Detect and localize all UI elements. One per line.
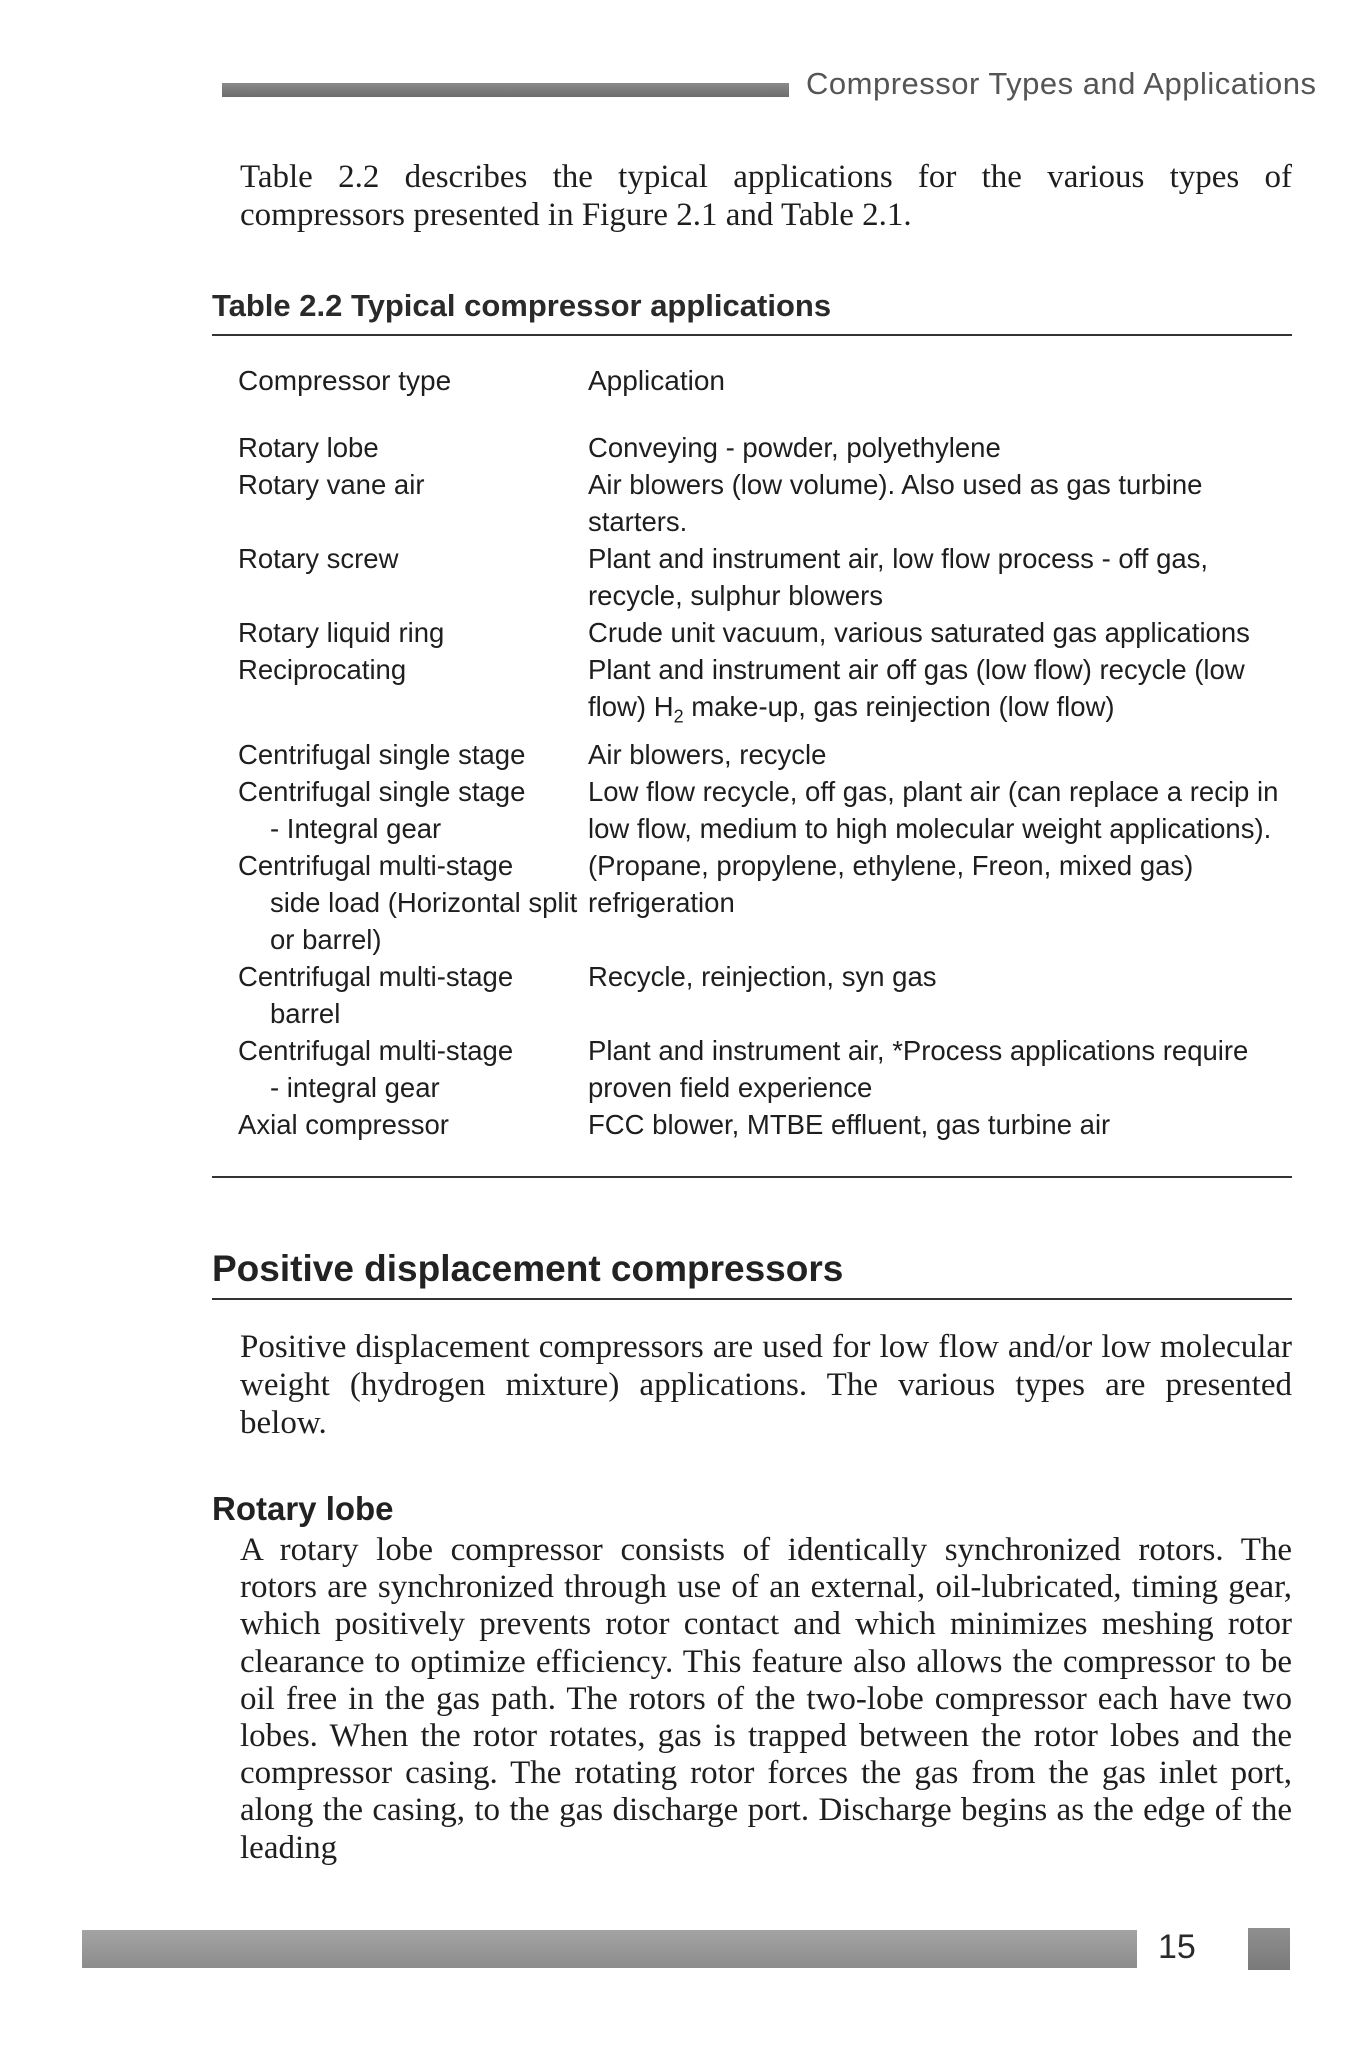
running-header-title: Compressor Types and Applications bbox=[806, 66, 1317, 101]
cell-type: Rotary screw bbox=[238, 543, 399, 574]
table-row bbox=[238, 1032, 1292, 1106]
cell-application: Air blowers (low volume). Also used as gas turbine starters. bbox=[588, 469, 1203, 537]
cell-type: Centrifugal single stage - Integral gear bbox=[238, 775, 526, 844]
cell-type: Rotary lobe bbox=[238, 432, 379, 463]
table-row bbox=[238, 958, 1292, 1032]
header-bar bbox=[222, 83, 789, 97]
cell-application: Air blowers, recycle bbox=[588, 738, 827, 770]
table-header-row bbox=[238, 362, 1292, 429]
cell-application: (Propane, propylene, ethylene, Freon, mixed gas) refrigeration bbox=[588, 849, 1194, 918]
section-paragraph: Positive displacement compressors are used for low flow and/or low molecular weight (hydrogen mixture) applications. The various types are presented below. bbox=[240, 1329, 1292, 1441]
table-row bbox=[238, 429, 1292, 466]
table-row bbox=[238, 847, 1292, 958]
column-header-application: Application bbox=[588, 365, 725, 396]
cell-application: Plant and instrument air, low flow process - off gas, recycle, sulphur blowers bbox=[588, 543, 1209, 611]
table-caption: Table 2.2 Typical compressor applications bbox=[212, 288, 832, 323]
cell-application: Crude unit vacuum, various saturated gas applications bbox=[588, 617, 1250, 648]
footer-square bbox=[1248, 1928, 1290, 1970]
cell-type: Centrifugal multi-stage barrel bbox=[238, 960, 514, 1029]
intro-paragraph: Table 2.2 describes the typical applications for the various types of compressors presented in Figure 2.1 and Table 2.1. bbox=[240, 159, 1292, 233]
cell-application: Low flow recycle, off gas, plant air (can replace a recip in low flow, medium to high molecular weight applications). bbox=[588, 775, 1279, 844]
table-row bbox=[238, 1106, 1292, 1143]
cell-type: Axial compressor bbox=[238, 1108, 449, 1140]
column-header-type: Compressor type bbox=[238, 365, 452, 396]
table-row bbox=[238, 736, 1292, 773]
table-row bbox=[238, 651, 1292, 736]
table-row bbox=[238, 466, 1292, 540]
table-row bbox=[238, 614, 1292, 651]
cell-application: FCC blower, MTBE effluent, gas turbine air bbox=[588, 1108, 1111, 1140]
cell-application: Recycle, reinjection, syn gas bbox=[588, 960, 937, 992]
table-bottom-rule bbox=[212, 1176, 1292, 1178]
table-row bbox=[238, 773, 1292, 847]
cell-type: Centrifugal single stage bbox=[238, 738, 526, 770]
footer-bar bbox=[82, 1930, 1137, 1968]
compressor-applications-table bbox=[238, 362, 1292, 1143]
page-number: 15 bbox=[1158, 1928, 1196, 1966]
cell-type: Centrifugal multi-stage - integral gear bbox=[238, 1034, 514, 1103]
cell-application: Conveying - powder, polyethylene bbox=[588, 432, 1001, 463]
section-heading: Positive displacement compressors bbox=[212, 1248, 844, 1289]
cell-type: Centrifugal multi-stage side load (Horizontal split or barrel) bbox=[238, 849, 578, 955]
cell-application: Plant and instrument air, *Process applications require proven field experience bbox=[588, 1034, 1249, 1103]
table-top-rule bbox=[212, 334, 1292, 336]
cell-application: Plant and instrument air off gas (low flow) recycle (low flow) $H_2$ make-up, gas reinjection (low flow) bbox=[588, 654, 1245, 727]
cell-type: Rotary liquid ring bbox=[238, 617, 445, 648]
subsection-paragraph: A rotary lobe compressor consists of identically synchronized rotors. The rotors are synchronized through use of an external, oil-lubricated, timing gear, which positively prevents rotor contact and which minimizes meshing rotor clearance to optimize efficiency. This feature also allows the compressor to be oil free in the gas path. The rotors of the two-lobe compressor each have two lobes. When the rotor rotates, gas is trapped between the rotor lobes and the compressor casing. The rotating rotor forces the gas from the gas inlet port, along the casing, to the gas discharge port. Discharge begins as the edge of the leading bbox=[240, 1532, 1292, 1866]
cell-type: Rotary vane air bbox=[238, 469, 425, 500]
cell-type: Reciprocating bbox=[238, 654, 407, 685]
subsection-heading: Rotary lobe bbox=[212, 1490, 394, 1527]
section-heading-rule bbox=[212, 1298, 1292, 1300]
table-row bbox=[238, 540, 1292, 614]
